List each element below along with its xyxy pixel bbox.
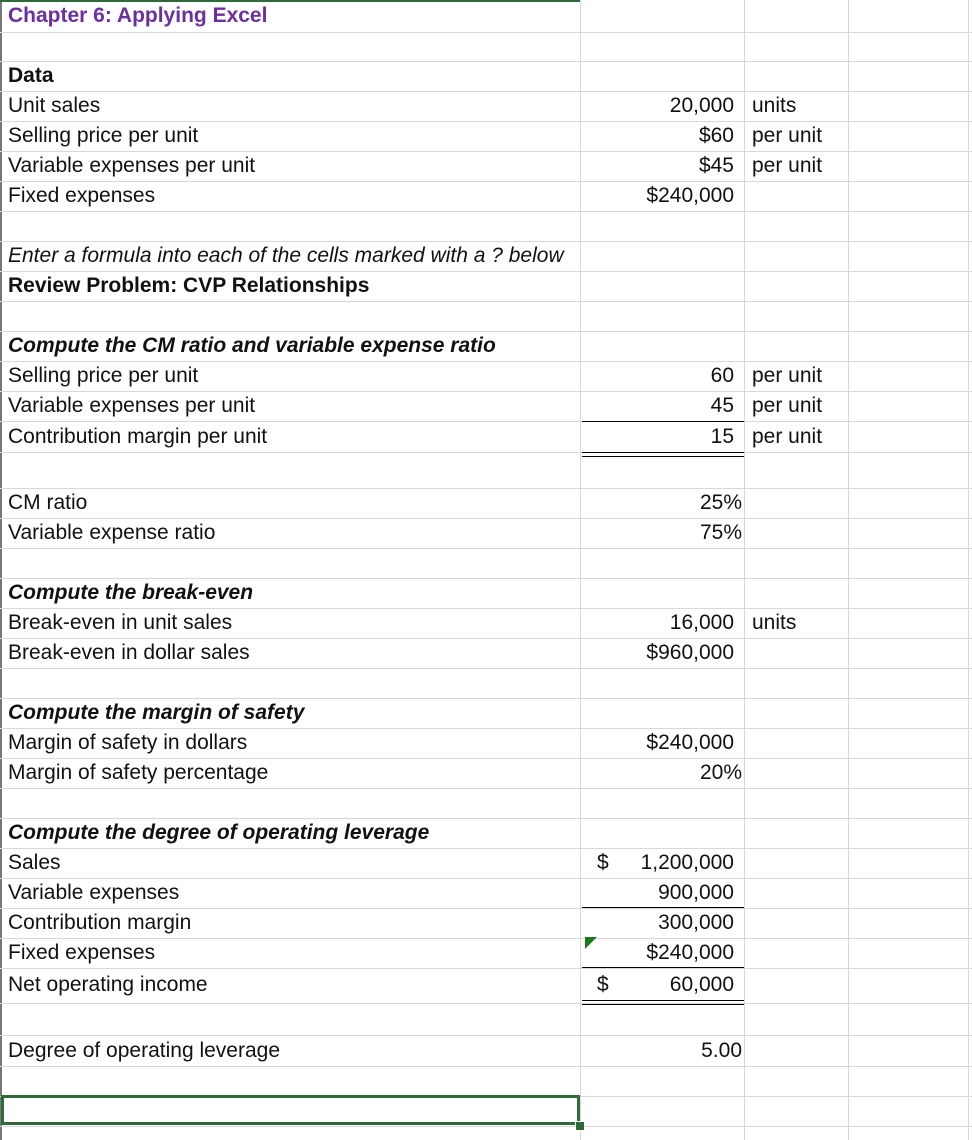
breakeven-dollars-label[interactable]: Break-even in dollar sales [8,641,250,664]
active-cell-selection[interactable] [1,1095,580,1125]
cm-selling-price-value[interactable]: 60 [710,364,734,387]
review-problem-title[interactable]: Review Problem: CVP Relationships [8,274,370,297]
mos-percentage-value[interactable]: 20% [699,761,742,784]
row-divider [0,968,972,969]
mos-heading[interactable]: Compute the margin of safety [8,701,305,724]
unit-sales-unit[interactable]: units [752,94,797,117]
column-divider [744,0,745,1140]
cm-selling-price-unit[interactable]: per unit [752,364,823,387]
column-divider [968,0,969,1140]
variable-expenses-value[interactable]: $45 [698,154,734,177]
variable-expenses-unit[interactable]: per unit [752,154,823,177]
row-divider [0,211,972,212]
dol-variable-expenses-label[interactable]: Variable expenses [8,881,180,904]
cm-variable-expenses-value[interactable]: 45 [710,394,734,417]
cm-section-heading[interactable]: Compute the CM ratio and variable expense ratio [8,334,496,357]
selling-price-value[interactable]: $60 [698,124,734,147]
row-divider [0,1066,972,1067]
dol-noi-currency[interactable]: $ [597,973,609,996]
selling-price-label[interactable]: Selling price per unit [8,124,199,147]
variable-expense-ratio-label[interactable]: Variable expense ratio [8,521,216,544]
dol-value[interactable]: 5.00 [701,1039,742,1062]
column-divider [580,0,581,1140]
cm-per-unit-value[interactable]: 15 [710,425,734,448]
cm-per-unit-unit[interactable]: per unit [752,425,823,448]
row-divider [0,848,972,849]
sheet-title[interactable]: Chapter 6: Applying Excel [8,4,268,27]
breakeven-heading[interactable]: Compute the break-even [8,581,254,604]
column-divider [848,0,849,1140]
dol-fixed-expenses-value[interactable]: $240,000 [646,941,734,964]
unit-sales-label[interactable]: Unit sales [8,94,101,117]
data-heading[interactable]: Data [8,64,54,87]
mos-dollars-label[interactable]: Margin of safety in dollars [8,731,248,754]
row-divider [0,301,972,302]
cm-ratio-label[interactable]: CM ratio [8,491,88,514]
selling-price-unit[interactable]: per unit [752,124,823,147]
breakeven-units-label[interactable]: Break-even in unit sales [8,611,233,634]
fill-handle[interactable] [575,1121,585,1131]
dol-sales-currency[interactable]: $ [597,851,609,874]
cm-ratio-value[interactable]: 25% [699,491,742,514]
row-divider [0,32,972,33]
breakeven-units-value[interactable]: 16,000 [669,611,734,634]
row-divider [0,452,972,453]
dol-label[interactable]: Degree of operating leverage [8,1039,281,1062]
row-divider [0,91,972,92]
cm-selling-price-label[interactable]: Selling price per unit [8,364,199,387]
dol-heading[interactable]: Compute the degree of operating leverage [8,821,430,844]
cm-variable-expenses-unit[interactable]: per unit [752,394,823,417]
double-underline-border [582,452,744,457]
variable-expense-ratio-value[interactable]: 75% [699,521,742,544]
row-divider [0,61,972,62]
cell-border-bottom [582,967,744,968]
mos-dollars-value[interactable]: $240,000 [646,731,734,754]
dol-sales-label[interactable]: Sales [8,851,61,874]
cm-per-unit-label[interactable]: Contribution margin per unit [8,425,268,448]
variable-expenses-label[interactable]: Variable expenses per unit [8,154,256,177]
breakeven-units-unit[interactable]: units [752,611,797,634]
row-divider [0,1003,972,1004]
dol-noi-value[interactable]: 60,000 [669,973,734,996]
dol-contribution-margin-label[interactable]: Contribution margin [8,911,192,934]
dol-noi-label[interactable]: Net operating income [8,973,208,996]
double-underline-border [582,1000,744,1005]
fixed-expenses-label[interactable]: Fixed expenses [8,184,156,207]
dol-fixed-expenses-label[interactable]: Fixed expenses [8,941,156,964]
row-divider [0,788,972,789]
breakeven-dollars-value[interactable]: $960,000 [646,641,734,664]
cm-variable-expenses-label[interactable]: Variable expenses per unit [8,394,256,417]
row-divider [0,548,972,549]
fixed-expenses-value[interactable]: $240,000 [646,184,734,207]
dol-sales-value[interactable]: 1,200,000 [640,851,734,874]
unit-sales-value[interactable]: 20,000 [669,94,734,117]
dol-variable-expenses-value[interactable]: 900,000 [658,881,734,904]
dol-contribution-margin-value[interactable]: 300,000 [658,911,734,934]
row-divider [0,488,972,489]
row-header-border [0,0,2,1140]
row-divider [0,668,972,669]
row-divider [0,1126,972,1127]
instruction-text[interactable]: Enter a formula into each of the cells marked with a ? below [8,244,564,267]
mos-percentage-label[interactable]: Margin of safety percentage [8,761,269,784]
